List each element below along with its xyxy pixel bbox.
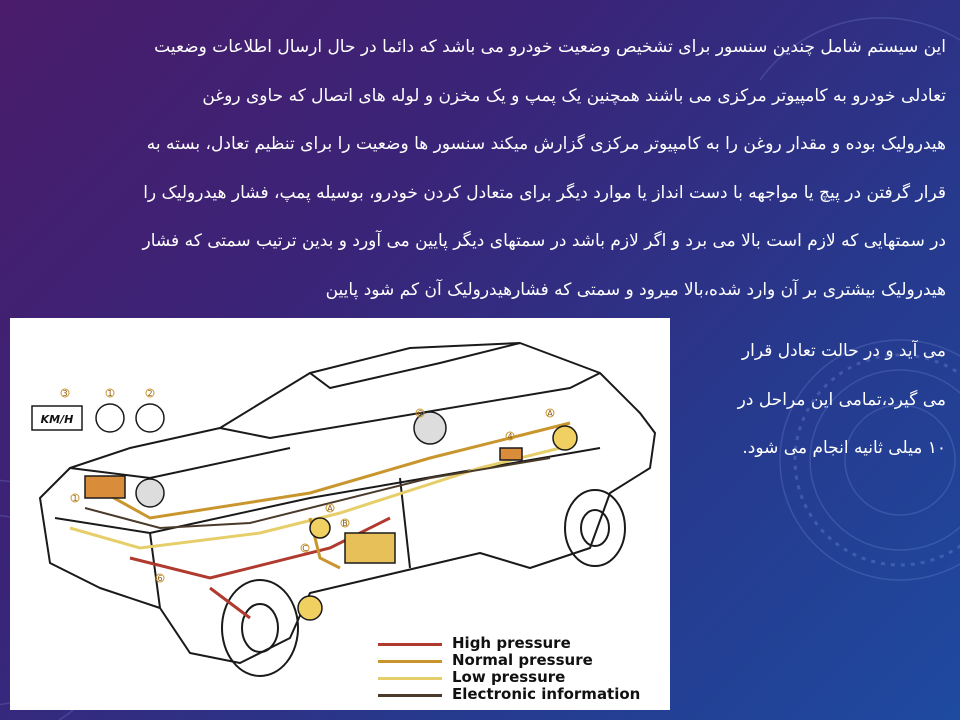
side-line: ۱۰ میلی ثانیه انجام می شود. bbox=[742, 438, 946, 458]
callout-label: A bbox=[547, 409, 553, 418]
hydraulic-suspension-diagram bbox=[10, 318, 670, 710]
body-line: در سمتهایی که لازم است بالا می برد و اگر لازم باشد در سمتهای دیگر پایین می آورد و بدین ترتیب سمتی که فشار bbox=[142, 231, 946, 251]
legend-item bbox=[378, 685, 678, 703]
speedometer-label: KM/H bbox=[40, 413, 74, 426]
body-line: هیدرولیک بوده و مقدار روغن را به کامپیوتر مرکزی گزارش میکند سنسور ها وضعیت را برای تنظیم تعادل، بسته به bbox=[146, 134, 946, 154]
callout-label: 1 bbox=[72, 494, 78, 503]
callout-label: 6 bbox=[157, 574, 163, 583]
legend-swatch bbox=[378, 694, 442, 697]
legend-label: Normal pressure bbox=[452, 651, 593, 669]
ecu-box bbox=[85, 476, 125, 498]
body-line: این سیستم شامل چندین سنسور برای تشخیص وضعیت خودرو می باشد که دائما در حال ارسال اطلاعات وضعیت bbox=[154, 37, 946, 57]
rear-wheel bbox=[565, 490, 625, 566]
body-line: تعادلی خودرو به کامپیوتر مرکزی می باشند همچنین یک پمپ و یک مخزن و لوله های اتصال که حاوی روغن bbox=[202, 85, 946, 106]
side-line: می گیرد،تمامی این مراحل در bbox=[737, 389, 946, 410]
rear-sphere bbox=[553, 426, 577, 450]
body-line: هیدرولیک بیشتری بر آن وارد شده،بالا میرود و سمتی که فشارهیدرولیک آن کم شود پایین bbox=[325, 279, 946, 300]
legend-item bbox=[378, 668, 678, 686]
height-sensor bbox=[500, 448, 522, 460]
body-line: قرار گرفتن در پیچ یا مواجهه با دست انداز یا موارد دیگر برای متعادل کردن خودرو، بوسیله پمپ، فشار هیدرولیک را bbox=[143, 182, 946, 203]
callout-label: A bbox=[327, 504, 333, 513]
callout-label: B bbox=[342, 519, 348, 528]
front-strut bbox=[136, 479, 164, 507]
legend-swatch bbox=[378, 677, 442, 680]
legend-swatch bbox=[378, 643, 442, 646]
side-paragraph bbox=[686, 327, 946, 473]
pump bbox=[310, 518, 330, 538]
reservoir bbox=[345, 533, 395, 563]
legend-label: Low pressure bbox=[452, 668, 566, 686]
steering-sensor-icon bbox=[96, 404, 124, 432]
callout-label: C bbox=[302, 544, 308, 553]
callout-label: 1 bbox=[107, 389, 113, 398]
side-line: می آید و در حالت تعادل قرار bbox=[741, 341, 946, 361]
legend-item bbox=[378, 634, 678, 652]
legend-swatch bbox=[378, 660, 442, 663]
pedal-sensor-icon bbox=[136, 404, 164, 432]
legend-label: High pressure bbox=[452, 634, 571, 652]
front-sphere bbox=[298, 596, 322, 620]
front-wheel bbox=[222, 580, 298, 676]
body-paragraph bbox=[16, 23, 946, 314]
callout-label: 4 bbox=[507, 432, 513, 441]
legend-label: Electronic information bbox=[452, 685, 641, 703]
legend-item bbox=[378, 651, 678, 669]
callout-label: 6 bbox=[417, 409, 423, 418]
callout-label: 3 bbox=[62, 389, 68, 398]
callout-label: 2 bbox=[147, 389, 153, 398]
